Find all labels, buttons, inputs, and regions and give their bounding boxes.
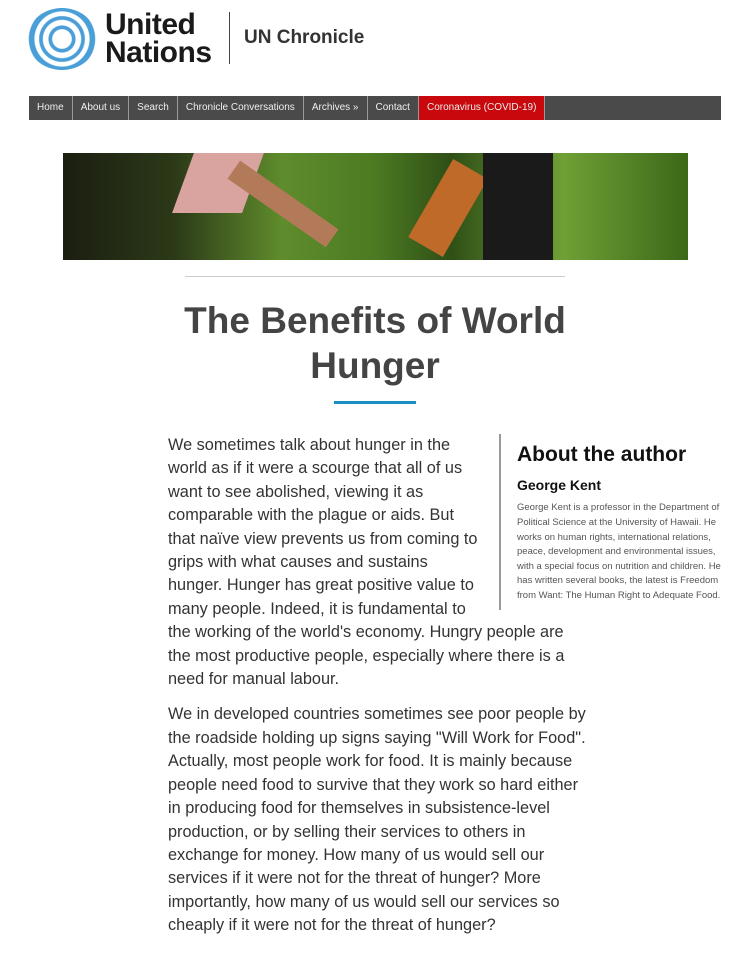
nav-coronavirus[interactable]: Coronavirus (COVID-19): [419, 96, 545, 120]
org-name-line1: United: [105, 8, 196, 41]
org-name-line2: Nations: [105, 36, 212, 69]
article-body: [168, 434, 721, 950]
main-nav: [29, 96, 721, 120]
page-title: The Benefits of World Hunger: [184, 300, 566, 386]
section-title[interactable]: UN Chronicle: [244, 27, 365, 48]
paragraph: We sometimes talk about hunger in the world as if it were a scourge that all of us want to see abolished, viewing it as comparable with the plague or aids. But that naïve view prevents us from coming to grips with what causes and sustains hunger. Hunger has great positive value to many people. Indeed, it is fundamental to the working of the world's economy. Hungry people are the most productive people, especially where there is a need for manual labour.: [168, 436, 565, 689]
un-emblem-icon: [27, 8, 97, 70]
paragraph: We in developed countries sometimes see poor people by the roadside holding up signs saying "Will Work for Food". Actually, most people work for food. It is mainly because people need food to survive that they work so hard either in producing food for themselves in subsistence-level production, or by selling their services to others in exchange for money. How many of us would sell our services if it were not for the threat of hunger? More importantly, how many of us would sell our services so cheaply if it were not for the threat of hunger?: [168, 705, 586, 935]
author-bio: George Kent is a professor in the Department of Political Science at the University of Hawaii. He works on human rights, international relations, peace, development and environmental issues, with a special focus on nutrition and children. He has written several books, the latest is Freedom from Want: The Human Right to Adequate Food.: [517, 502, 721, 601]
author-box: [499, 434, 735, 610]
nav-chronicle-conversations[interactable]: Chronicle Conversations: [178, 96, 304, 120]
nav-search[interactable]: Search: [129, 96, 178, 120]
author-heading: About the author: [517, 443, 687, 466]
nav-archives[interactable]: Archives »: [304, 96, 368, 120]
nav-contact[interactable]: Contact: [368, 96, 419, 120]
un-logo[interactable]: [27, 8, 212, 70]
header-divider: [229, 12, 230, 64]
nav-home[interactable]: Home: [29, 96, 73, 120]
org-name: [105, 8, 212, 69]
title-accent-line: [334, 401, 416, 404]
nav-about-us[interactable]: About us: [73, 96, 129, 120]
banner-image: [63, 153, 688, 260]
divider: [185, 276, 565, 277]
author-name: George Kent: [517, 477, 602, 493]
